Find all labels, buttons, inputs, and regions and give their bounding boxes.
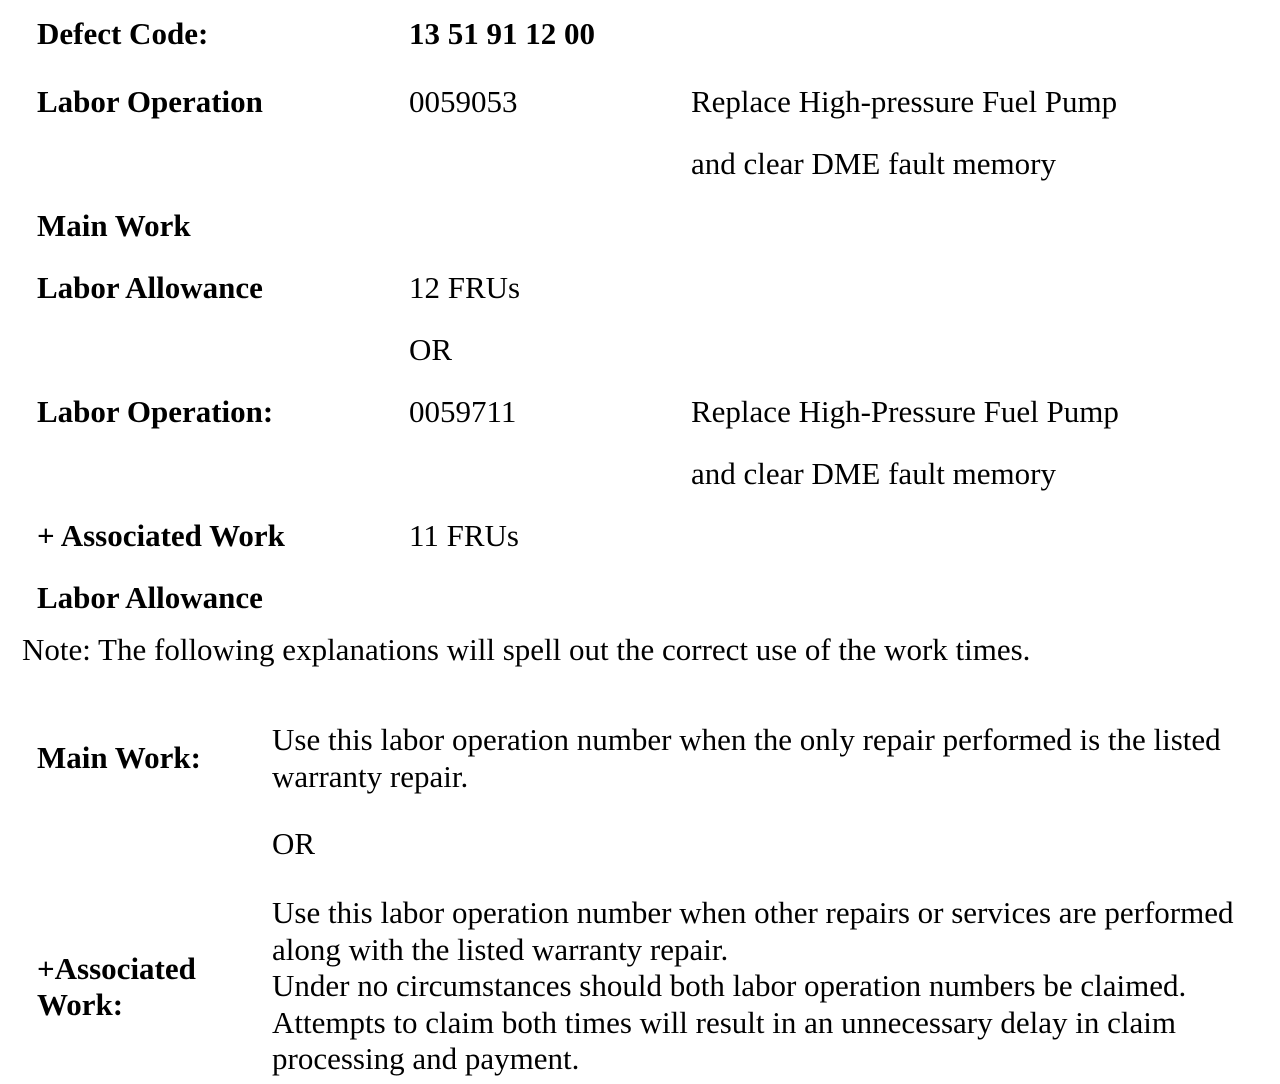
associated-labor-operation-row-2: [0, 454, 1280, 494]
main-labor-allowance-value: 12 FRUs: [409, 270, 521, 305]
explanation-main-work-label: Main Work:: [37, 740, 201, 775]
defect-code-value: 13 51 91 12 00: [409, 16, 595, 51]
associated-labor-operation-label: Labor Operation:: [37, 394, 274, 429]
associated-work-row: [0, 516, 1280, 556]
explanation-associated-work-label: [37, 951, 196, 1023]
associated-labor-operation-description-2: and clear DME fault memory: [691, 456, 1056, 491]
defect-code-row: [0, 14, 1280, 54]
or-separator: OR: [409, 332, 453, 367]
explanation-associated-text-2: Under no circumstances should both labor operation numbers be claimed.: [272, 968, 1187, 1004]
main-work-label: Main Work: [37, 208, 191, 243]
explanation-associated-work-text: [272, 895, 1272, 1078]
defect-code-label: Defect Code:: [37, 16, 209, 51]
associated-work-label: + Associated Work: [37, 518, 285, 553]
main-labor-allowance-row: [0, 268, 1280, 308]
explanation-associated-label-line-1: +Associated: [37, 951, 196, 986]
note-text: Note: The following explanations will spell out the correct use of the work times.: [22, 632, 1031, 667]
main-labor-operation-description-2: and clear DME fault memory: [691, 146, 1056, 181]
associated-labor-allowance-row: [0, 578, 1280, 618]
associated-labor-operation-description-1: Replace High-Pressure Fuel Pump: [691, 394, 1119, 429]
explanation-main-work-text: Use this labor operation number when the only repair performed is the listed warranty repair.: [272, 722, 1221, 794]
explanation-associated-label-line-2: Work:: [37, 987, 124, 1022]
main-labor-operation-number: 0059053: [409, 84, 518, 119]
associated-labor-allowance-value: 11 FRUs: [409, 518, 519, 553]
explanation-associated-text-3: Attempts to claim both times will result in an unnecessary delay in claim processing and payment.: [272, 1004, 1176, 1077]
main-labor-allowance-label: Labor Allowance: [37, 270, 263, 305]
or-row: [0, 330, 1280, 370]
explanation-associated-text-1: Use this labor operation number when other repairs or services are performed along with the listed warranty repair.: [272, 895, 1234, 967]
main-labor-operation-label: Labor Operation: [37, 84, 263, 119]
associated-labor-allowance-label: Labor Allowance: [37, 580, 263, 615]
associated-labor-operation-row: [0, 392, 1280, 432]
associated-labor-operation-number: 0059711: [409, 394, 517, 429]
main-labor-operation-row: [0, 82, 1280, 122]
explanation-or-separator: OR: [272, 826, 316, 861]
main-labor-operation-description-1: Replace High-pressure Fuel Pump: [691, 84, 1118, 119]
main-labor-operation-row-2: [0, 144, 1280, 184]
main-work-row: [0, 206, 1280, 246]
